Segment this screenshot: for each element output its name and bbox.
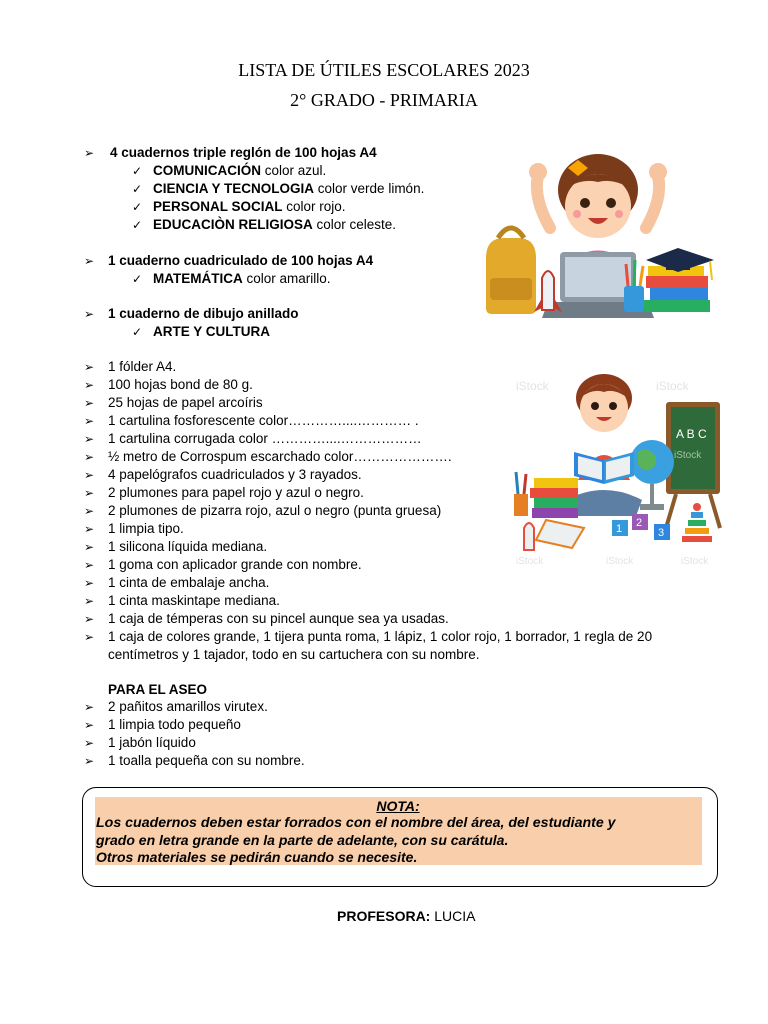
- checkmark-icon: ✓: [132, 325, 143, 339]
- cube-number: 3: [658, 527, 665, 539]
- cube-number: 1: [616, 523, 623, 535]
- list-item: 2 plumones de pizarra rojo, azul o negro (punta gruesa): [108, 503, 442, 518]
- bullet-arrow-icon: ➢: [84, 558, 95, 572]
- bullet-arrow-icon: ➢: [84, 540, 95, 554]
- list-item: 1 cinta maskintape mediana.: [108, 593, 280, 608]
- girl-laptop-illustration: [478, 148, 740, 343]
- bullet-arrow-icon: ➢: [84, 504, 95, 518]
- list-item: 25 hojas de papel arcoíris: [108, 395, 263, 410]
- teacher-signature: [337, 908, 475, 924]
- bullet-arrow-icon: ➢: [84, 307, 95, 321]
- bullet-arrow-icon: ➢: [84, 576, 95, 590]
- nota-line: grado en letra grande en la parte de adelante, con su carátula.: [96, 832, 509, 848]
- watermark-text: iStock: [656, 379, 689, 393]
- checkmark-icon: ✓: [132, 218, 143, 232]
- checkmark-icon: ✓: [132, 200, 143, 214]
- nota-label: NOTA:: [376, 798, 420, 814]
- subject-item: [153, 217, 396, 233]
- group-heading: 1 cuaderno cuadriculado de 100 hojas A4: [108, 253, 374, 268]
- list-item: 2 pañitos amarillos virutex.: [108, 699, 268, 714]
- bullet-arrow-icon: ➢: [84, 450, 95, 464]
- list-item: 1 cartulina corrugada color …………....………………: [108, 431, 422, 446]
- bullet-arrow-icon: ➢: [84, 146, 95, 160]
- bullet-arrow-icon: ➢: [84, 754, 95, 768]
- bullet-arrow-icon: ➢: [84, 522, 95, 536]
- subject-detail: color verde limón.: [314, 181, 425, 196]
- list-item: 1 caja de témperas con su pincel aunque sea ya usadas.: [108, 611, 449, 626]
- boy-reading-illustration: [496, 360, 742, 570]
- list-item: ½ metro de Corrospum escarchado color………………….: [108, 449, 452, 464]
- aseo-heading: PARA EL ASEO: [108, 682, 208, 697]
- watermark-text: iStock: [606, 556, 634, 567]
- subject-item: [153, 181, 424, 197]
- subject-item: [153, 163, 326, 179]
- bullet-arrow-icon: ➢: [84, 736, 95, 750]
- bullet-arrow-icon: ➢: [84, 594, 95, 608]
- subject-name: COMUNICACIÓN: [153, 163, 261, 178]
- subject-name: EDUCACIÒN RELIGIOSA: [153, 217, 313, 232]
- bullet-arrow-icon: ➢: [84, 432, 95, 446]
- bullet-arrow-icon: ➢: [84, 360, 95, 374]
- nota-line: Otros materiales se pedirán cuando se necesite.: [96, 849, 418, 865]
- bullet-arrow-icon: ➢: [84, 718, 95, 732]
- list-item: 1 cinta de embalaje ancha.: [108, 575, 270, 590]
- watermark-text: iStock: [681, 556, 709, 567]
- subject-name: MATEMÁTICA: [153, 271, 243, 286]
- checkmark-icon: ✓: [132, 272, 143, 286]
- subject-item: [153, 324, 270, 340]
- subject-name: PERSONAL SOCIAL: [153, 199, 283, 214]
- list-item: 1 limpia todo pequeño: [108, 717, 241, 732]
- grade-subtitle: 2° GRADO - PRIMARIA: [290, 90, 478, 110]
- subject-detail: color rojo.: [282, 199, 346, 214]
- teacher-label: PROFESORA:: [337, 908, 431, 924]
- list-item: 1 fólder A4.: [108, 359, 177, 374]
- document-title: LISTA DE ÚTILES ESCOLARES 2023: [238, 60, 530, 80]
- cube-number: 2: [636, 517, 643, 529]
- watermark-text: iStock: [674, 450, 702, 461]
- group-heading: 1 cuaderno de dibujo anillado: [108, 306, 299, 321]
- group-heading: 4 cuadernos triple reglón de 100 hojas A4: [110, 145, 377, 160]
- checkmark-icon: ✓: [132, 164, 143, 178]
- subject-item: [153, 271, 331, 287]
- bullet-arrow-icon: ➢: [84, 378, 95, 392]
- subject-detail: color amarillo.: [242, 271, 331, 286]
- subject-detail: color azul.: [261, 163, 327, 178]
- bullet-arrow-icon: ➢: [84, 254, 95, 268]
- bullet-arrow-icon: ➢: [84, 396, 95, 410]
- bullet-arrow-icon: ➢: [84, 486, 95, 500]
- list-item: 1 toalla pequeña con su nombre.: [108, 753, 305, 768]
- list-item: 2 plumones para papel rojo y azul o negro.: [108, 485, 364, 500]
- list-item: 4 papelógrafos cuadriculados y 3 rayados.: [108, 467, 362, 482]
- list-item: 100 hojas bond de 80 g.: [108, 377, 253, 392]
- watermark-text: iStock: [516, 379, 549, 393]
- bullet-arrow-icon: ➢: [84, 612, 95, 626]
- list-item: 1 goma con aplicador grande con nombre.: [108, 557, 362, 572]
- subject-detail: color celeste.: [312, 217, 397, 232]
- subject-name: ARTE Y CULTURA: [153, 324, 271, 339]
- subject-name: CIENCIA Y TECNOLOGIA: [153, 181, 315, 196]
- nota-line: Los cuadernos deben estar forrados con el nombre del área, del estudiante y: [96, 815, 616, 831]
- bullet-arrow-icon: ➢: [84, 468, 95, 482]
- bullet-arrow-icon: ➢: [84, 630, 95, 644]
- subject-item: [153, 199, 346, 215]
- list-item: 1 jabón líquido: [108, 735, 196, 750]
- list-item: 1 cartulina fosforescente color…………....………… .: [108, 413, 419, 428]
- teacher-name: LUCIA: [430, 908, 476, 924]
- list-item: 1 limpia tipo.: [108, 521, 184, 536]
- bullet-arrow-icon: ➢: [84, 700, 95, 714]
- bullet-arrow-icon: ➢: [84, 414, 95, 428]
- list-item: 1 caja de colores grande, 1 tijera punta roma, 1 lápiz, 1 color rojo, 1 borrador, 1 regla de 20: [108, 629, 653, 644]
- list-item-continuation: centímetros y 1 tajador, todo en su cartuchera con su nombre.: [108, 647, 480, 662]
- list-item: 1 silicona líquida mediana.: [108, 539, 268, 554]
- watermark-text: iStock: [516, 556, 544, 567]
- board-letters: A B C: [676, 427, 707, 441]
- checkmark-icon: ✓: [132, 182, 143, 196]
